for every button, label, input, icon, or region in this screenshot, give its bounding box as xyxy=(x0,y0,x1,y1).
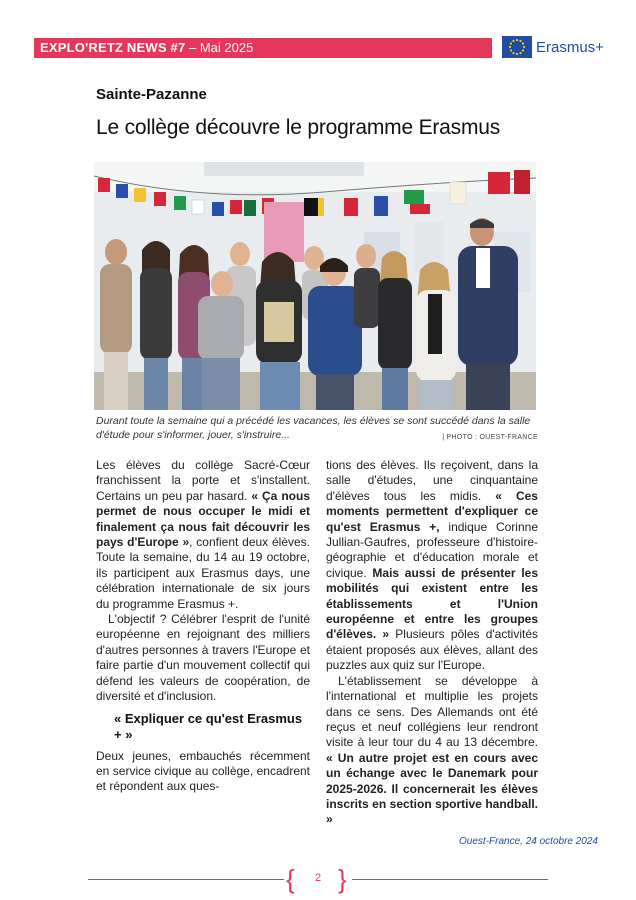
newsletter-issue: – Mai 2025 xyxy=(185,40,254,55)
footer-divider-right xyxy=(352,879,548,880)
article-paragraph xyxy=(326,458,538,674)
paragraph-text: Plusieurs pôles d'activités étaient proposés aux élèves, allant des puzzles aux quiz sur l'Europe. xyxy=(326,627,539,673)
right-brace-icon: } xyxy=(338,864,347,894)
article-column-right xyxy=(326,458,538,828)
footer-divider-left xyxy=(88,879,284,880)
erasmus-logo-text: Erasmus+ xyxy=(536,39,604,56)
left-brace-icon: { xyxy=(286,864,295,894)
page-number: 2 xyxy=(314,872,322,884)
article-subheading: « Expliquer ce qu'est Erasmus + » xyxy=(114,710,303,742)
quote-bold: « Ça nous permet de nous occuper le midi et finalement ça nous fait découvrir les pays d'Europe » xyxy=(96,488,310,550)
article-paragraph xyxy=(326,674,538,828)
paragraph-text: L'établissement se développe à l'international et multiplie les projets dans ce sens. Des Allemands ont été reçus et neuf collégiens leur rendront visite à leur tour du 4 au 13 décembre. xyxy=(326,673,538,750)
quote-bold: « Un autre projet est en cours avec un échange avec le Danemark pour 2025-2026. Il concernerait les élèves inscrits en section sportive handball. » xyxy=(326,750,538,827)
article-headline: Le collège découvre le programme Erasmus xyxy=(96,116,501,139)
newsletter-title: EXPLO'RETZ NEWS #7 xyxy=(40,40,186,55)
erasmus-plus-logo xyxy=(502,36,612,60)
article-kicker: Sainte-Pazanne xyxy=(96,86,207,103)
paragraph-text: tions des élèves. Ils reçoivent, dans la salle d'études, une cinquantaine d'élèves tous les midis. xyxy=(326,458,538,503)
quote-bold: « Ces moments permettent d'expliquer ce qu'est Erasmus +, xyxy=(326,488,538,534)
newsletter-header-bar xyxy=(34,38,492,58)
group-photo xyxy=(94,162,536,410)
article-column-left xyxy=(96,458,310,795)
eu-flag-icon xyxy=(502,36,532,58)
article-paragraph xyxy=(96,458,310,612)
paragraph-text: Les élèves du collège Sacré-Cœur franchissent la porte et s'installent. Certains un peu par hasard. xyxy=(96,458,310,503)
article-paragraph: Deux jeunes, embauchés récemment en service civique au collège, encadrent et répondent aux ques- xyxy=(96,748,310,794)
paragraph-text: , confient deux élèves. Toute la semaine, du 14 au 19 octobre, ils participent aux Erasmus days, une célébration internationale de six jours du programme Erasmus +. xyxy=(96,535,310,611)
article-source: Ouest-France, 24 octobre 2024 xyxy=(459,836,598,847)
paragraph-text: indique Corinne Jullian-Gaufres, professeure d'histoire-géographie et d'éducation morale et civique. xyxy=(326,519,538,580)
photo-credit: | PHOTO : OUEST-FRANCE xyxy=(442,434,538,441)
article-paragraph: L'objectif ? Célébrer l'esprit de l'unité européenne en rejoignant des milliers d'autres personnes à travers l'Europe et faire partie d'un mouvement collectif qui défend les valeurs de coopération, de diversité et d'inclusion. xyxy=(96,612,310,704)
quote-bold: Mais aussi de présenter les mobilités qui existent entre les établissements et l'Union européenne et entre les groupes d'élèves. » xyxy=(326,565,538,642)
newspaper-clipping xyxy=(94,84,542,827)
photo-caption: Durant toute la semaine qui a précédé les vacances, les élèves se sont succédé dans la salle d'étude pour s'informer, jouer, s'instruire... xyxy=(96,415,531,441)
